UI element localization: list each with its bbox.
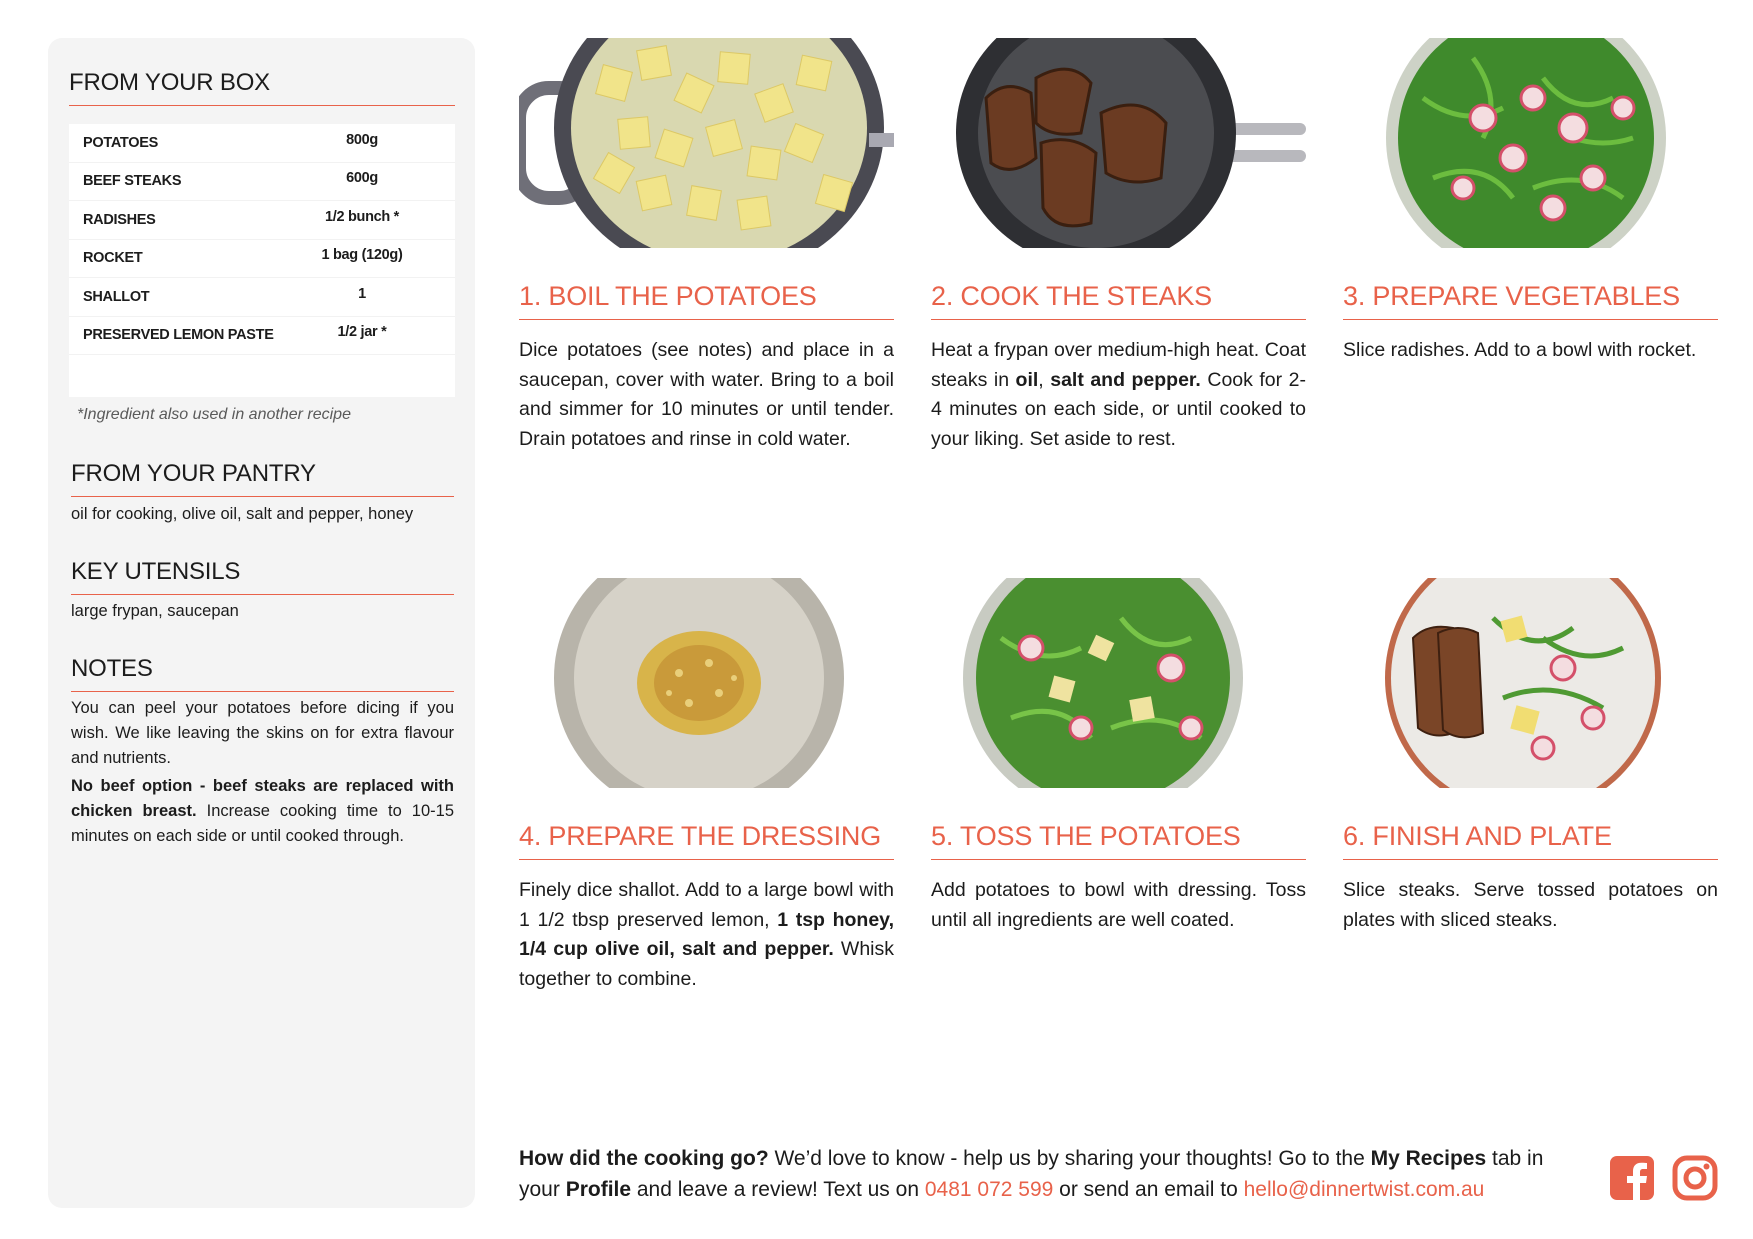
table-empty-row bbox=[69, 355, 455, 397]
notes-bold-text: No beef option - beef steaks are replaced with chicken breast. bbox=[71, 777, 454, 820]
plated-dish-photo bbox=[1343, 578, 1718, 788]
table-row bbox=[69, 317, 455, 356]
notes-paragraph bbox=[71, 774, 454, 849]
from-your-box-heading: FROM YOUR BOX bbox=[69, 69, 455, 106]
table-row bbox=[69, 278, 455, 317]
email-link[interactable]: hello@dinnertwist.com.au bbox=[1243, 1178, 1485, 1201]
ingredient-name: PRESERVED LEMON PASTE bbox=[83, 327, 274, 344]
step-title: 3. PREPARE VEGETABLES bbox=[1343, 281, 1718, 320]
dressing-bowl-photo bbox=[519, 578, 894, 788]
tossed-salad-photo bbox=[931, 578, 1306, 788]
step-title: 4. PREPARE THE DRESSING bbox=[519, 821, 894, 860]
step-instructions: Slice steaks. Serve tossed potatoes on plates with sliced steaks. bbox=[1343, 879, 1718, 931]
ingredient-qty: 1/2 jar * bbox=[337, 324, 387, 341]
instagram-icon[interactable] bbox=[1672, 1155, 1718, 1201]
notes-paragraph: You can peel your potatoes before dicing if you wish. We like leaving the skins on for extra flavour and nutrients. bbox=[71, 699, 454, 767]
steaks-frypan-photo bbox=[931, 38, 1306, 248]
ingredient-name: SHALLOT bbox=[83, 288, 150, 305]
ingredient-qty: 1 bbox=[358, 285, 366, 302]
pantry-list: oil for cooking, olive oil, salt and pepper, honey bbox=[71, 505, 414, 523]
table-row bbox=[69, 124, 455, 163]
feedback-footer: How did the cooking go? We’d love to know - help us by sharing your thoughts! Go to the My Recipes tab in your Profile and leave a review! Text us on 0481 072 599 or send an email to hello@dinnertwist.com.au bbox=[519, 1147, 1544, 1201]
step-title: 1. BOIL THE POTATOES bbox=[519, 281, 894, 320]
ingredients-table bbox=[69, 124, 455, 397]
ingredient-qty: 800g bbox=[346, 131, 378, 148]
step-title: 6. FINISH AND PLATE bbox=[1343, 821, 1718, 860]
ingredient-name: RADISHES bbox=[83, 211, 156, 228]
step-instructions: Slice radishes. Add to a bowl with rocket. bbox=[1343, 339, 1697, 361]
step-instructions: Dice potatoes (see notes) and place in a saucepan, cover with water. Bring to a boil and simmer for 10 minutes or until tender. Drain potatoes and rinse in cold water. bbox=[519, 339, 894, 450]
step-title: 5. TOSS THE POTATOES bbox=[931, 821, 1306, 860]
ingredient-qty: 1 bag (120g) bbox=[321, 247, 403, 264]
step-instructions: Heat a frypan over medium-high heat. Coat steaks in oil, salt and pepper. Cook for 2-4 minutes on each side, or until cooked to your liking. Set aside to rest. bbox=[931, 339, 1306, 450]
potatoes-saucepan-photo bbox=[519, 38, 894, 248]
ingredient-name: POTATOES bbox=[83, 134, 158, 151]
table-row bbox=[69, 201, 455, 240]
step-title: 2. COOK THE STEAKS bbox=[931, 281, 1306, 320]
phone-link[interactable]: 0481 072 599 bbox=[924, 1178, 1054, 1201]
ingredient-name: BEEF STEAKS bbox=[83, 173, 182, 190]
ingredient-qty: 1/2 bunch * bbox=[324, 208, 400, 225]
ingredient-name: ROCKET bbox=[83, 250, 143, 267]
notes-text: Increase cooking time to 10-15 minutes on each side or until cooked through. bbox=[71, 802, 455, 845]
rocket-radish-photo bbox=[1343, 38, 1718, 248]
ingredients-sidebar bbox=[48, 38, 475, 1208]
facebook-icon[interactable] bbox=[1609, 1155, 1655, 1201]
step-instructions: Add potatoes to bowl with dressing. Toss until all ingredients are well coated. bbox=[931, 879, 1306, 931]
table-row bbox=[69, 240, 455, 279]
utensils-list: large frypan, saucepan bbox=[71, 602, 239, 620]
ingredient-footnote: *Ingredient also used in another recipe bbox=[77, 406, 351, 423]
step-instructions: Finely dice shallot. Add to a large bowl with 1 1/2 tbsp preserved lemon, 1 tsp honey, 1/4 cup olive oil, salt and pepper. Whisk together to combine. bbox=[519, 879, 894, 990]
notes-heading: NOTES bbox=[71, 655, 454, 692]
table-row bbox=[69, 163, 455, 202]
from-your-pantry-heading: FROM YOUR PANTRY bbox=[71, 460, 454, 497]
ingredient-qty: 600g bbox=[346, 170, 378, 187]
key-utensils-heading: KEY UTENSILS bbox=[71, 558, 454, 595]
